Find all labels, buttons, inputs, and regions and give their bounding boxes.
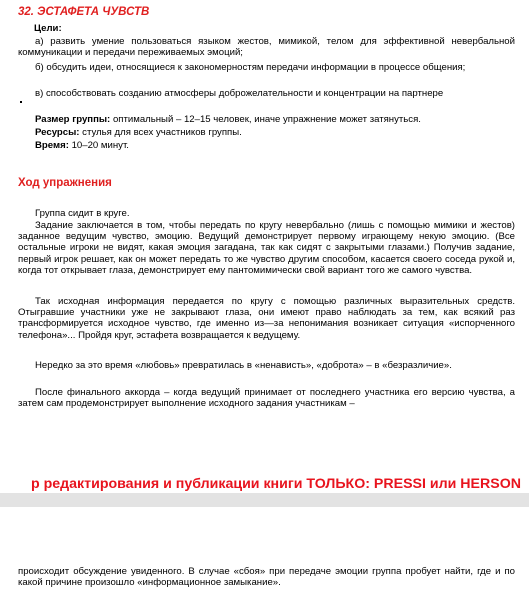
exercise-title: 32. ЭСТАФЕТА ЧУВСТВ [18,6,150,18]
time-value: 10–20 минут. [71,140,129,151]
goals-label: Цели: [34,23,62,34]
goal-b: б) обсудить идеи, относящиеся к закономерностям передачи информации в процессе общения; [35,62,466,73]
page-break-band [0,493,529,507]
goal-c: в) способствовать созданию атмосферы доброжелательности и концентрации на партнере [35,88,444,99]
paragraph-2: Задание заключается в том, чтобы передать по кругу невербально (лишь с помощью мимики и жестов) заданное ведущим чувство, эмоцию. Ведущий демонстрирует первому играющему некую эмоцию. (Все остальные игроки не видят, какая эмоция загадана, так как сидят с закрытыми глазами.) Получив задание, первый игрок решает, как он может передать то же чувство другим способом, касается своего соседа рукой и, когда тот открывает глаза, демонстрирует ему пантомимически свой вариант того же самого чувства. [18,220,515,276]
paragraph-5: После финального аккорда – когда ведущий принимает от последнего участника его версию чувства, а затем сам продемонстрирует выполнение исходного задания участникам – [18,387,515,410]
time-line [18,140,515,151]
resources-line [18,127,515,138]
group-size-line [18,114,515,125]
paragraph-3: Так исходная информация передается по кругу с помощью различных выразительных средств. Отыгравшие участники уже не закрывают глаза, они имеют право наблюдать за тем, как всякий раз трансформируется исходное чувство, где именно из—за непонимания возникает ситуация «испорченного телефона»... Пройдя круг, эстафета возвращается к ведущему. [18,296,515,341]
time-label: Время: [35,140,69,151]
paragraph-1: Группа сидит в круге. [35,208,130,219]
paragraph-4: Нередко за это время «любовь» превратилась в «ненависть», «доброта» – в «безразличие». [35,360,452,371]
group-size-label: Размер группы: [35,114,111,125]
continuation-paragraph: происходит обсуждение увиденного. В случае «сбоя» при передаче эмоции группа пробует найти, где и по какой причине произошло «информационное замыкание». [18,566,515,589]
resources-value: стулья для всех участников группы. [82,127,242,138]
banner-text: р редактирования и публикации книги ТОЛЬКО: PRESSI или HERSON [30,476,521,492]
stray-dot [20,101,22,103]
section-heading: Ход упражнения [18,177,112,189]
group-size-value: оптимальный – 12–15 человек, иначе упражнение может затянуться. [112,114,421,125]
resources-label: Ресурсы: [35,127,80,138]
watermark-banner [0,473,529,495]
goal-a: а) развить умение пользоваться языком жестов, мимикой, телом для эффективной невербальной коммуникации и передачи переживаемых эмоций; [18,36,515,59]
